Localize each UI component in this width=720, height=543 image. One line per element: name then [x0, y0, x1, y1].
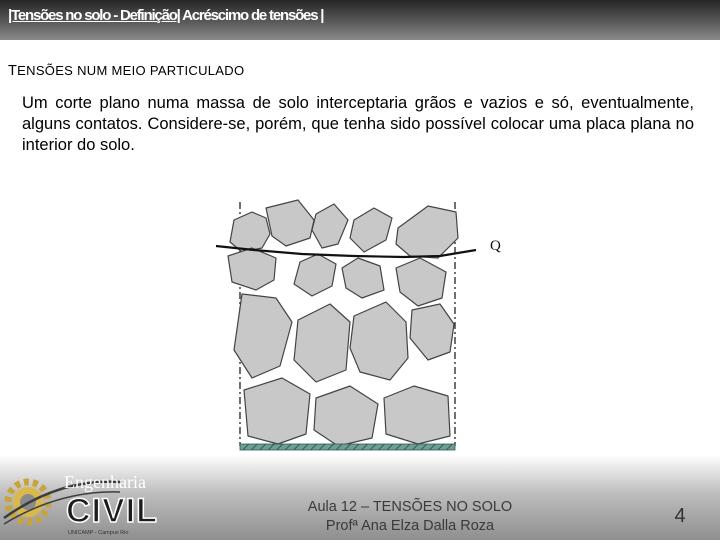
footer-lecture-info — [280, 498, 540, 536]
engenharia-civil-logo — [0, 460, 170, 538]
grain — [234, 294, 292, 378]
footer-lecture-title: Aula 12 – TENSÕES NO SOLO — [307, 499, 513, 515]
grain — [230, 212, 270, 252]
grain — [266, 200, 314, 246]
grain — [294, 254, 336, 296]
logo-engenharia-text: Engenharia — [64, 472, 146, 492]
section-title-rest: ENSÕES NUM MEIO PARTICULADO — [17, 63, 245, 78]
grain — [350, 208, 392, 252]
grain — [410, 304, 454, 360]
header-current-section: Acréscimo de tensões | — [179, 7, 324, 24]
grain — [294, 304, 350, 382]
grain — [396, 258, 446, 306]
grain — [314, 386, 378, 446]
page-number: 4 — [674, 505, 686, 527]
body-paragraph: Um corte plano numa massa de solo interceptaria grãos e vazios e só, eventualmente, alguns contatos. Considere-se, porém, que tenha sido possível colocar uma placa plana no interior do solo. — [22, 94, 694, 154]
base-plate — [240, 444, 455, 450]
slide-header — [0, 0, 720, 40]
grain — [396, 206, 458, 258]
grain — [350, 302, 408, 380]
header-link-definition[interactable]: |Tensões no solo - Definição| — [8, 7, 180, 24]
logo-subtitle: UNICAMP - Campus Rio — [68, 530, 129, 536]
grain — [244, 378, 310, 444]
grain — [342, 258, 384, 298]
logo-graphic — [0, 460, 170, 538]
plane-q-label: Q — [490, 238, 501, 254]
soil-grains-figure — [214, 198, 514, 454]
grain — [312, 204, 348, 248]
soil-section-diagram — [214, 198, 514, 454]
header-title — [8, 7, 323, 24]
grain — [228, 248, 276, 290]
footer-professor: Profª Ana Elza Dalla Roza — [325, 518, 495, 534]
soil-grains — [228, 200, 458, 446]
section-title — [8, 63, 244, 79]
section-title-initial: T — [8, 63, 18, 79]
logo-civil-text: CIVIL — [66, 492, 158, 530]
grain — [384, 386, 450, 444]
